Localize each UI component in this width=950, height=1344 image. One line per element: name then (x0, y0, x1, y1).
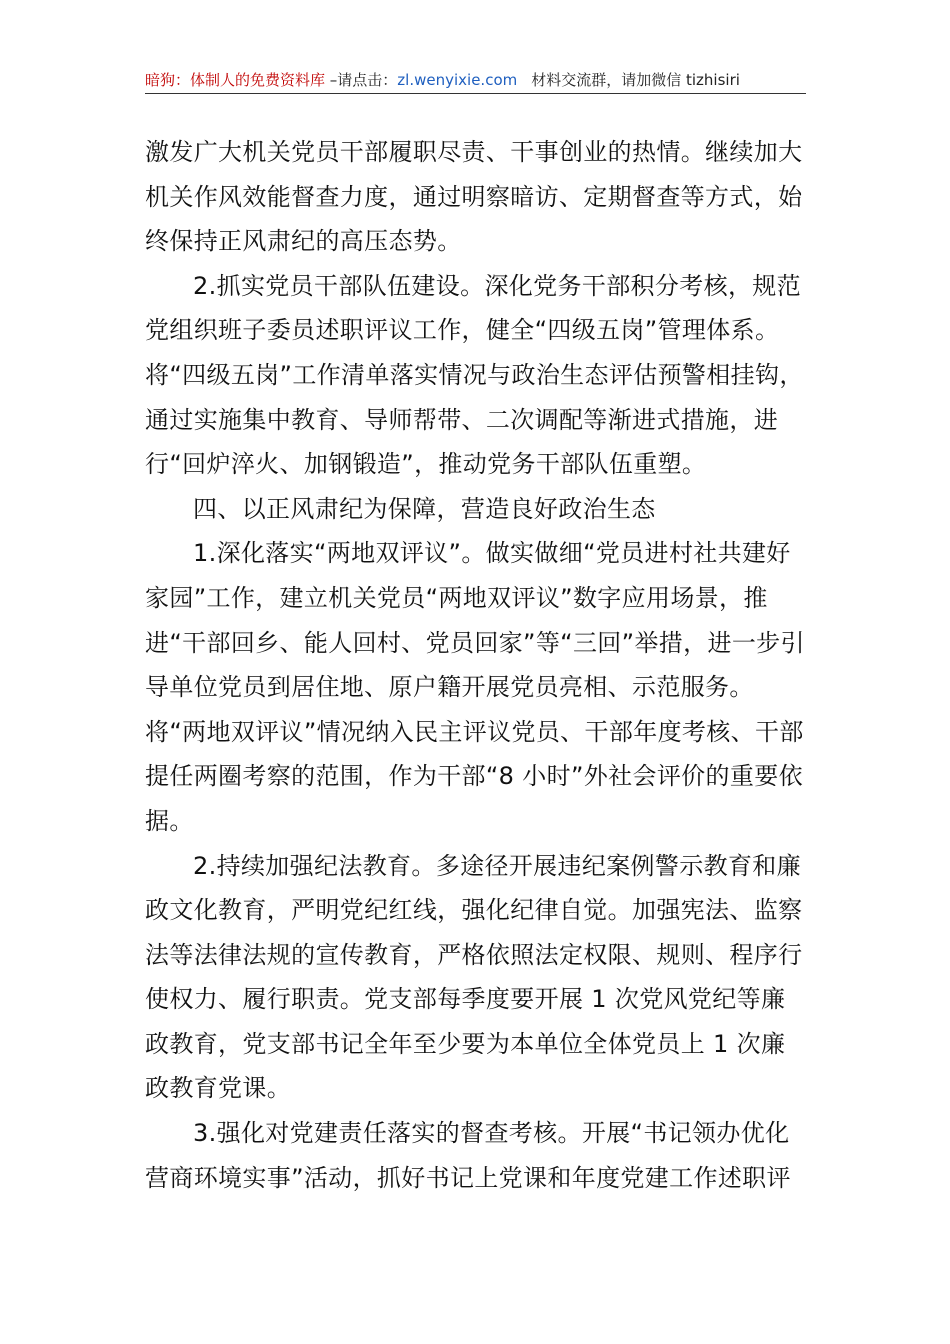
header-brand: 暗狗：体制人的免费资料库 (145, 71, 326, 89)
page-header (145, 68, 806, 92)
header-divider (145, 93, 806, 94)
paragraph: 2.持续加强纪法教育。多途径开展违纪案例警示教育和廉政文化教育，严明党纪红线，强化纪律自觉。加强宪法、监察法等法律法规的宣传教育，严格依照法定权限、规则、程序行使权力、履行职责。党支部每季度要开展 1 次党风党纪等廉政教育，党支部书记全年至少要为本单位全体党员上 1 次廉政教育党课。 (145, 851, 803, 1103)
paragraph: 1.深化落实“两地双评议”。做实做细“党员进村社共建好家园”工作，建立机关党员“两地双评议”数字应用场景，推进“干部回乡、能人回村、党员回家”等“三回”举措，进一步引导单位党员到居住地、原户籍开展党员亮相、示范服务。将“两地双评议”情况纳入民主评议党员、干部年度考核、干部提任两圈考察的范围，作为干部“8 小时”外社会评价的重要依据。 (145, 539, 805, 835)
section-heading: 四、以正风肃纪为保障，营造良好政治生态 (193, 494, 656, 523)
paragraph: 2.抓实党员干部队伍建设。深化党务干部积分考核，规范党组织班子委员述职评议工作，健全“四级五岗”管理体系。将“四级五岗”工作清单落实情况与政治生态评估预警相挂钩，通过实施集中教育、导师帮带、二次调配等渐进式措施，进行“回炉淬火、加钢锻造”，推动党务干部队伍重塑。 (145, 271, 804, 479)
document-body (145, 130, 809, 1200)
header-separator: –请点击： (325, 71, 398, 89)
paragraph: 3.强化对党建责任落实的督查考核。开展“书记领办优化营商环境实事”活动，抓好书记上党课和年度党建工作述职评 (145, 1119, 791, 1192)
paragraph: 激发广大机关党员干部履职尽责、干事创业的热情。继续加大机关作风效能督查力度，通过明察暗访、定期督查等方式，始终保持正风肃纪的高压态势。 (145, 138, 803, 256)
header-note: 材料交流群，请加微信 tizhisiri (531, 71, 740, 89)
header-link[interactable]: zl.wenyixie.com (397, 71, 518, 89)
